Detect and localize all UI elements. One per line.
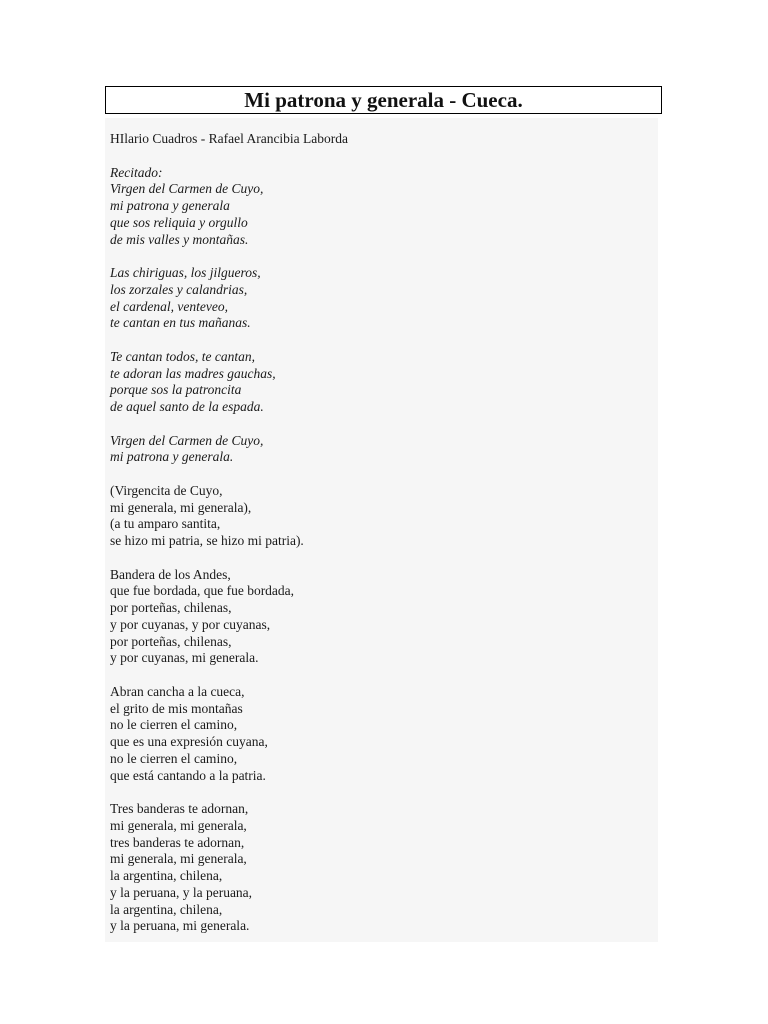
- verse-line: que fue bordada, que fue bordada,: [110, 583, 295, 599]
- blank-line: [110, 332, 348, 349]
- verse-line: por porteñas, chilenas,: [110, 633, 232, 649]
- verse-line: Bandera de los Andes,: [110, 566, 231, 582]
- verse-line: el cardenal, venteveo,: [110, 298, 228, 314]
- verse-line: mi patrona y generala.: [110, 449, 234, 465]
- verse-line: que es una expresión cuyana,: [110, 734, 268, 749]
- verse-line: se hizo mi patria, se hizo mi patria).: [110, 533, 304, 548]
- stanza: [110, 684, 348, 785]
- verse-line: tres banderas te adornan,: [110, 834, 245, 850]
- verse-line: Virgen del Carmen de Cuyo,: [110, 432, 264, 448]
- verse-line: Virgen del Carmen de Cuyo,: [110, 181, 264, 197]
- verse-line: y por cuyanas, mi generala.: [110, 650, 259, 666]
- blank-line: [110, 550, 348, 567]
- verse-line: mi generala, mi generala,: [110, 851, 247, 867]
- verse-line: te cantan en tus mañanas.: [110, 315, 251, 331]
- blank-line: [110, 784, 348, 801]
- verse-line: (Virgencita de Cuyo,: [110, 482, 223, 498]
- verse-line: Tres banderas te adornan,: [110, 801, 249, 816]
- verse-line: y por cuyanas, y por cuyanas,: [110, 616, 271, 632]
- verse-line: Abran cancha a la cueca,: [110, 683, 245, 699]
- stanza: [110, 433, 348, 467]
- verse-line: (a tu amparo santita,: [110, 516, 221, 532]
- stanza: [110, 265, 348, 332]
- stanza: [110, 349, 348, 416]
- verse-line: porque sos la patroncita: [110, 382, 242, 398]
- verse-line: y la peruana, y la peruana,: [110, 884, 253, 900]
- stanza: [110, 483, 348, 550]
- verse-line: te adoran las madres gauchas,: [110, 365, 276, 381]
- blank-line: [110, 466, 348, 483]
- blank-line: [110, 248, 348, 265]
- verse-line: mi generala, mi generala,: [110, 817, 247, 833]
- verse-line: que está cantando a la patria.: [110, 767, 266, 783]
- verse-line: mi generala, mi generala),: [110, 499, 252, 515]
- stanzas-container: [110, 181, 348, 935]
- verse-line: no le cierren el camino,: [110, 717, 238, 733]
- page-title: Mi patrona y generala - Cueca.: [244, 87, 523, 112]
- verse-line: la argentina, chilena,: [110, 901, 223, 917]
- verse-line: de mis valles y montañas.: [110, 231, 249, 247]
- verse-line: Las chiriguas, los jilgueros,: [110, 265, 261, 280]
- blank-line: [110, 667, 348, 684]
- verse-line: los zorzales y calandrias,: [110, 281, 248, 297]
- verse-line: Te cantan todos, te cantan,: [110, 348, 255, 364]
- blank-line: [110, 148, 348, 165]
- stanza: [110, 181, 348, 248]
- verse-line: la argentina, chilena,: [110, 868, 223, 883]
- verse-line: no le cierren el camino,: [110, 750, 238, 766]
- lyrics-body: [110, 131, 348, 935]
- verse-line: que sos reliquia y orgullo: [110, 214, 248, 230]
- recitado-section: [110, 165, 348, 182]
- verse-line: por porteñas, chilenas,: [110, 600, 232, 615]
- stanza: [110, 567, 348, 668]
- title-box: [105, 86, 662, 114]
- recitado-label: Recitado:: [110, 164, 163, 180]
- verse-line: y la peruana, mi generala.: [110, 918, 250, 934]
- authors-line: HIlario Cuadros - Rafael Arancibia Laborda: [110, 131, 349, 146]
- verse-line: el grito de mis montañas: [110, 700, 243, 716]
- blank-line: [110, 416, 348, 433]
- stanza: [110, 801, 348, 935]
- verse-line: mi patrona y generala: [110, 198, 230, 213]
- verse-line: de aquel santo de la espada.: [110, 399, 264, 414]
